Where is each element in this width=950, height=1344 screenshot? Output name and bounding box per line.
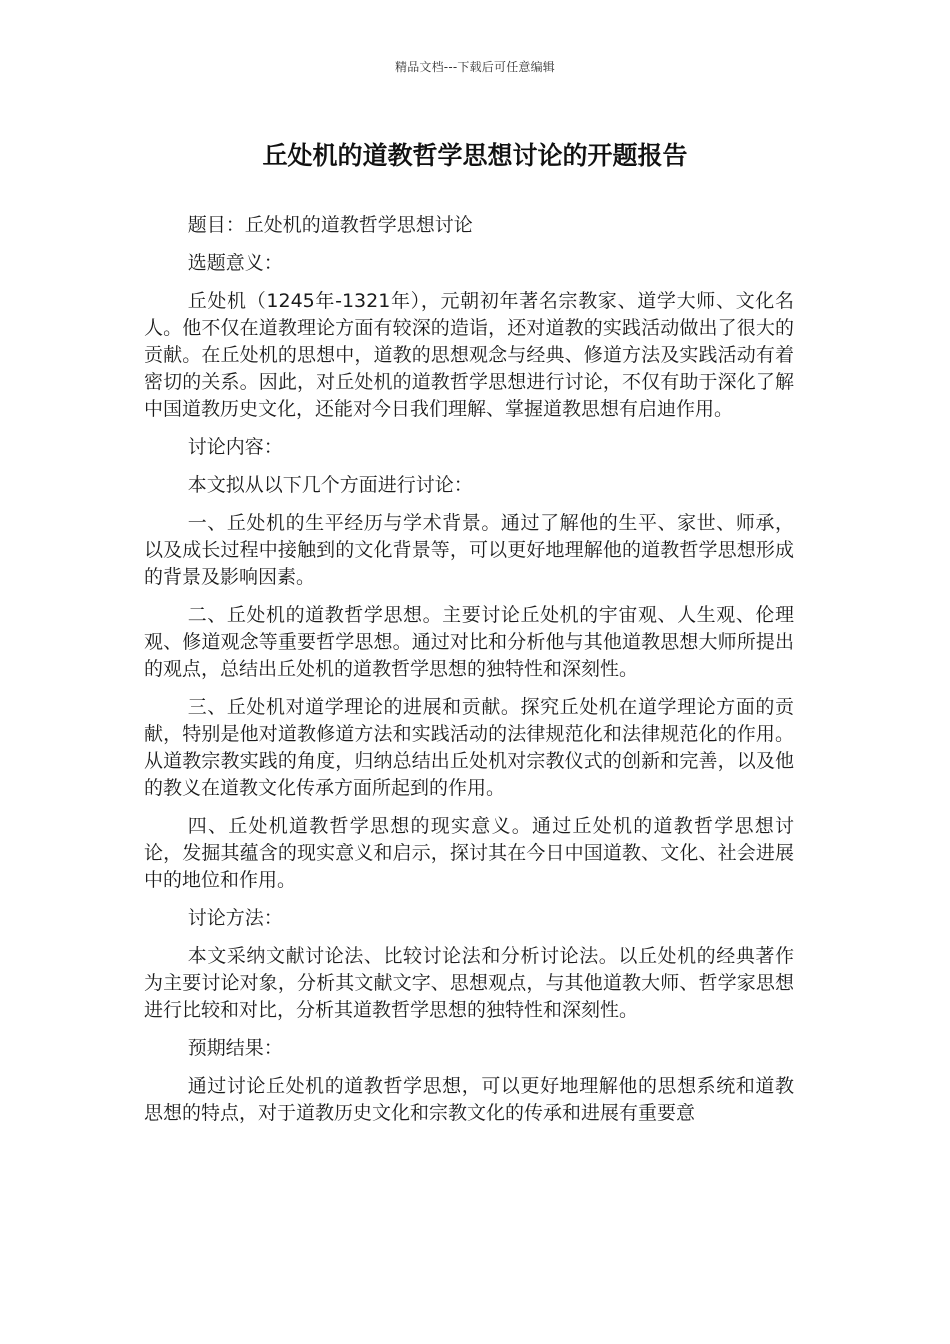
section-heading-method: 讨论方法： [187,907,283,929]
paragraph-content-point-4: 四、丘处机道教哲学思想的现实意义。通过丘处机的道教哲学思想讨论，发掘其蕴含的现实意义和启示，探讨其在今日中国道教、文化、社会进展中的地位和作用。 [144,815,794,891]
paragraph-content-point-1: 一、丘处机的生平经历与学术背景。通过了解他的生平、家世、师承，以及成长过程中接触到的文化背景等，可以更好地理解他的道教哲学思想形成的背景及影响因素。 [144,512,794,588]
paragraph-content-point-2: 二、丘处机的道教哲学思想。主要讨论丘处机的宇宙观、人生观、伦理观、修道观念等重要哲学思想。通过对比和分析他与其他道教思想大师所提出的观点，总结出丘处机的道教哲学思想的独特性和深刻性。 [144,604,794,680]
topic-line: 题目：丘处机的道教哲学思想讨论 [187,214,473,236]
document-body [144,212,794,1138]
paragraph-content-intro: 本文拟从以下几个方面进行讨论： [187,474,473,496]
paragraph-significance: 丘处机（1245年-1321年），元朝初年著名宗教家、道学大师、文化名人。他不仅在道教理论方面有较深的造诣，还对道教的实践活动做出了很大的贡献。在丘处机的思想中，道教的思想观念与经典、修道方法及实践活动有着密切的关系。因此，对丘处机的道教哲学思想进行讨论，不仅有助于深化了解中国道教历史文化，还能对今日我们理解、掌握道教思想有启迪作用。 [144,290,794,420]
paragraph-method: 本文采纳文献讨论法、比较讨论法和分析讨论法。以丘处机的经典著作为主要讨论对象，分析其文献文字、思想观点，与其他道教大师、哲学家思想进行比较和对比，分析其道教哲学思想的独特性和深刻性。 [144,945,794,1021]
paragraph-expected-results: 通过讨论丘处机的道教哲学思想，可以更好地理解他的思想系统和道教思想的特点，对于道教历史文化和宗教文化的传承和进展有重要意 [144,1075,794,1124]
document-title: 丘处机的道教哲学思想讨论的开题报告 [262,141,688,170]
header-note: 精品文档---下载后可任意编辑 [395,60,555,74]
section-heading-expected-results: 预期结果： [187,1037,283,1059]
paragraph-content-point-3: 三、丘处机对道学理论的进展和贡献。探究丘处机在道学理论方面的贡献，特别是他对道教修道方法和实践活动的法律规范化和法律规范化的作用。从道教宗教实践的角度，归纳总结出丘处机对宗教仪式的创新和完善，以及他的教义在道教文化传承方面所起到的作用。 [144,696,794,799]
section-heading-significance: 选题意义： [187,252,283,274]
section-heading-content: 讨论内容： [187,436,283,458]
